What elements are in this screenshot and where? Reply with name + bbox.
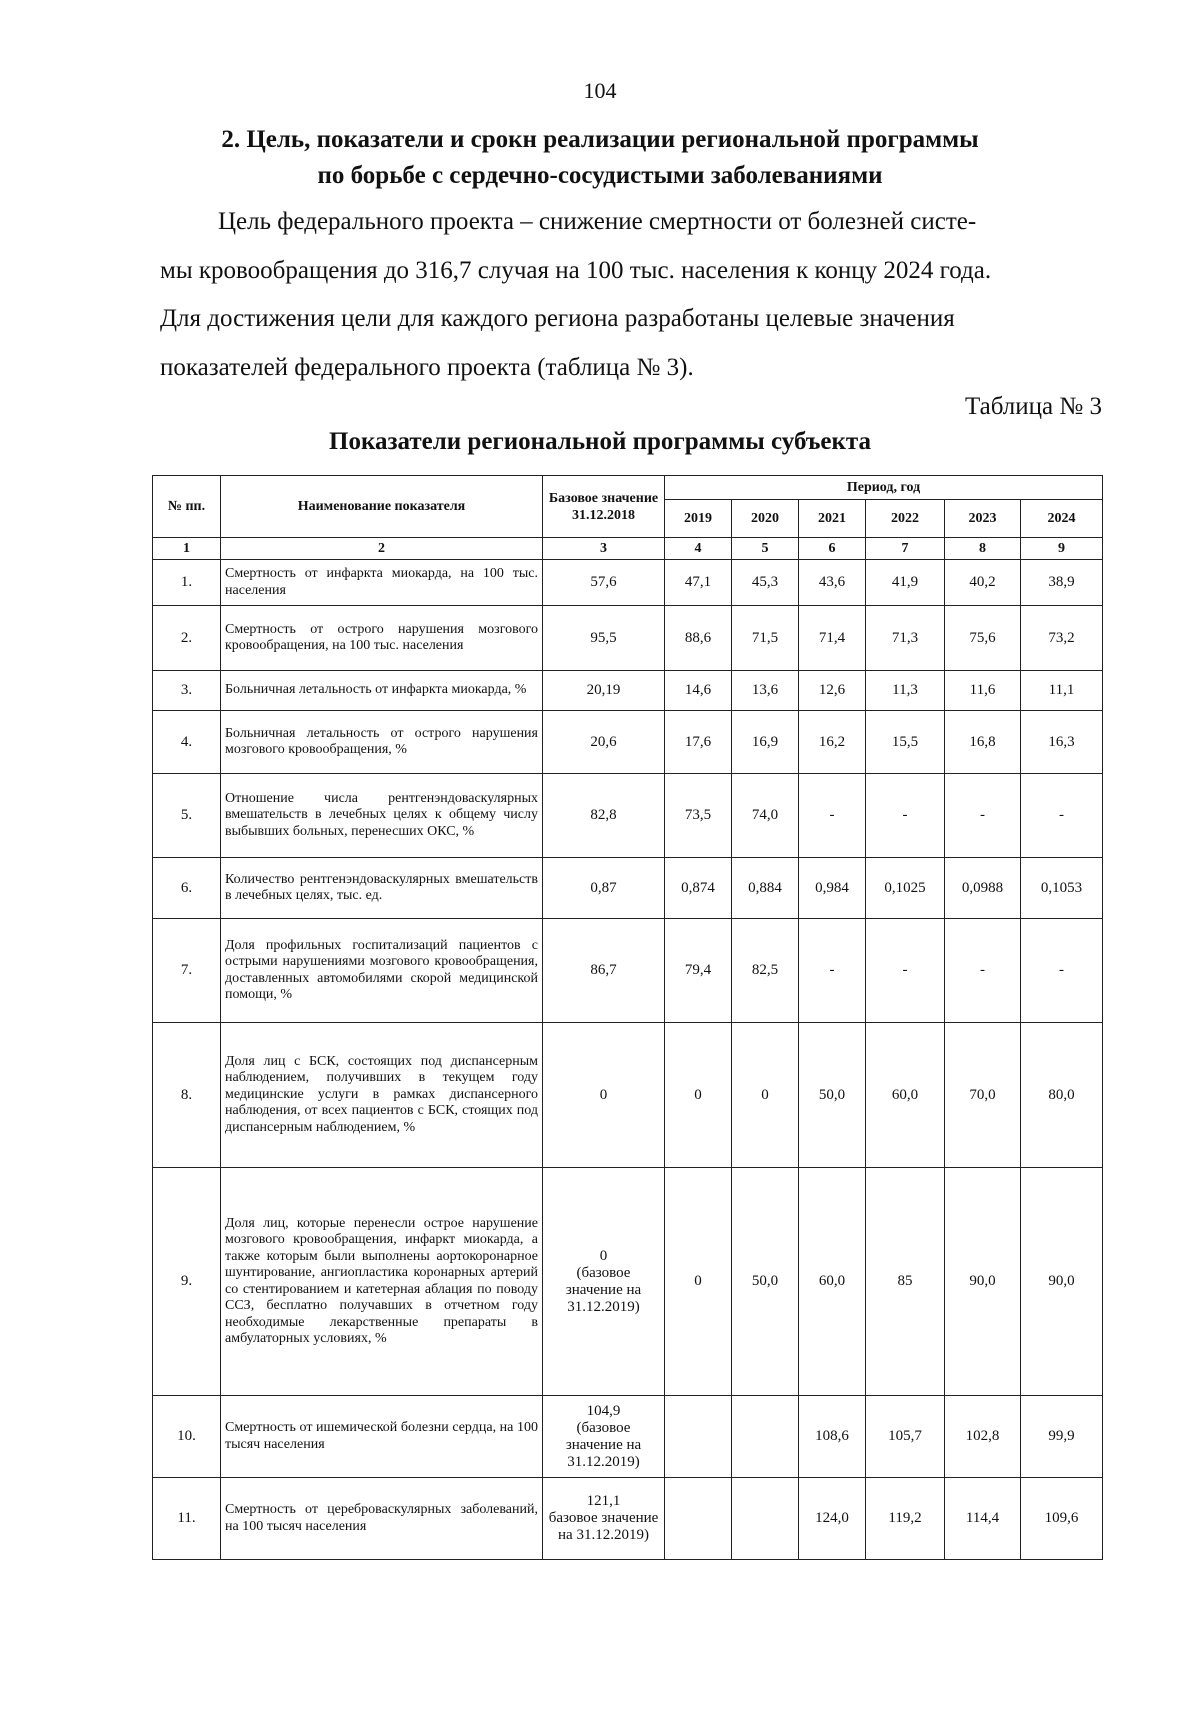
header-period: Период, год	[665, 476, 1103, 500]
indicators-table	[152, 475, 1103, 1560]
year-value-2020: 74,0	[732, 774, 799, 858]
header-year: 2024	[1021, 500, 1103, 538]
year-value-2022: 41,9	[866, 560, 945, 606]
year-value-2019: 88,6	[665, 606, 732, 671]
year-value-2024: 99,9	[1021, 1396, 1103, 1478]
column-index: 8	[945, 538, 1021, 560]
year-value-2024: 109,6	[1021, 1478, 1103, 1560]
header-year: 2020	[732, 500, 799, 538]
year-value-2022: 105,7	[866, 1396, 945, 1478]
indicator-name: Смертность от острого нарушения мозгового кровообращения, на 100 тыс. населения	[221, 606, 543, 671]
indicator-name: Отношение числа рентгенэндоваскулярных вмешательств в лечебных целях к общему числу выбывших больных, перенесших ОКС, %	[221, 774, 543, 858]
table-row	[153, 774, 1103, 858]
header-year: 2019	[665, 500, 732, 538]
year-value-2023: 0,0988	[945, 858, 1021, 919]
year-value-2022: 60,0	[866, 1023, 945, 1168]
year-value-2023: 75,6	[945, 606, 1021, 671]
year-value-2021: 43,6	[799, 560, 866, 606]
year-value-2019: 0	[665, 1023, 732, 1168]
base-value: 20,19	[543, 671, 665, 711]
table-body	[153, 560, 1103, 1560]
row-number: 5.	[153, 774, 221, 858]
year-value-2022: -	[866, 919, 945, 1023]
section-title-line-1: 2. Цель, показатели и срокн реализации региональной программы	[221, 126, 979, 153]
header-year: 2022	[866, 500, 945, 538]
year-value-2024: -	[1021, 919, 1103, 1023]
intro-line-4: показателей федерального проекта (таблица № 3).	[160, 353, 694, 381]
year-value-2023: 16,8	[945, 711, 1021, 774]
table-label: Таблица № 3	[964, 393, 1102, 420]
column-index: 4	[665, 538, 732, 560]
column-index: 6	[799, 538, 866, 560]
year-value-2024: 38,9	[1021, 560, 1103, 606]
base-value: 95,5	[543, 606, 665, 671]
base-value: 82,8	[543, 774, 665, 858]
indicator-name: Доля лиц с БСК, состоящих под диспансерным наблюдением, получивших в текущем году медицинские услуги в рамках диспансерного наблюдения, от всех пациентов с БСК, стоящих под диспансерным наблюдением, %	[221, 1023, 543, 1168]
column-index-row	[153, 538, 1103, 560]
year-value-2019: 17,6	[665, 711, 732, 774]
base-value: 0,87	[543, 858, 665, 919]
year-value-2023: 40,2	[945, 560, 1021, 606]
year-value-2024: 11,1	[1021, 671, 1103, 711]
row-number: 4.	[153, 711, 221, 774]
year-value-2020: 45,3	[732, 560, 799, 606]
year-value-2019: 0,874	[665, 858, 732, 919]
year-value-2020	[732, 1396, 799, 1478]
base-value: 104,9 (базовое значение на 31.12.2019)	[543, 1396, 665, 1478]
year-value-2020: 82,5	[732, 919, 799, 1023]
column-index: 9	[1021, 538, 1103, 560]
year-value-2022: 85	[866, 1168, 945, 1396]
table-title: Показатели региональной программы субъекта	[329, 428, 871, 455]
year-value-2023: 70,0	[945, 1023, 1021, 1168]
year-value-2021: 16,2	[799, 711, 866, 774]
table-row	[153, 919, 1103, 1023]
indicator-name: Больничная летальность от острого нарушения мозгового кровообращения, %	[221, 711, 543, 774]
year-value-2020: 0,884	[732, 858, 799, 919]
year-value-2019: 73,5	[665, 774, 732, 858]
indicator-name: Доля лиц, которые перенесли острое нарушение мозгового кровообращения, инфаркт миокарда, а также которым были выполнены аортокоронарное шунтирование, ангиопластика коронарных артерий со стентированием и катетерная аблация по поводу ССЗ, бесплатно получавших в отчетном году необходимые лекарственные препараты в амбулаторных условиях, %	[221, 1168, 543, 1396]
header-name: Наименование показателя	[221, 476, 543, 538]
intro-line-2: мы кровообращения до 316,7 случая на 100 тыс. населения к концу 2024 года.	[160, 256, 992, 284]
table-row	[153, 606, 1103, 671]
table-row	[153, 711, 1103, 774]
year-value-2024: 16,3	[1021, 711, 1103, 774]
year-value-2024: 80,0	[1021, 1023, 1103, 1168]
year-value-2020: 16,9	[732, 711, 799, 774]
year-value-2021: 124,0	[799, 1478, 866, 1560]
year-value-2023: -	[945, 774, 1021, 858]
table-row	[153, 1478, 1103, 1560]
row-number: 1.	[153, 560, 221, 606]
table-row	[153, 858, 1103, 919]
year-value-2022: 15,5	[866, 711, 945, 774]
year-value-2022: 11,3	[866, 671, 945, 711]
indicator-name: Доля профильных госпитализаций пациентов с острыми нарушениями мозгового кровообращения, доставленных автомобилями скорой медицинской помощи, %	[221, 919, 543, 1023]
table-row	[153, 1023, 1103, 1168]
row-number: 11.	[153, 1478, 221, 1560]
year-value-2023: -	[945, 919, 1021, 1023]
header-year: 2023	[945, 500, 1021, 538]
column-index: 1	[153, 538, 221, 560]
intro-paragraph	[160, 198, 1102, 392]
year-value-2022: 0,1025	[866, 858, 945, 919]
year-value-2022: 71,3	[866, 606, 945, 671]
year-value-2020	[732, 1478, 799, 1560]
table-row	[153, 560, 1103, 606]
year-value-2023: 11,6	[945, 671, 1021, 711]
year-value-2024: 90,0	[1021, 1168, 1103, 1396]
year-value-2021: 108,6	[799, 1396, 866, 1478]
base-value: 20,6	[543, 711, 665, 774]
year-value-2019: 79,4	[665, 919, 732, 1023]
row-number: 6.	[153, 858, 221, 919]
header-year: 2021	[799, 500, 866, 538]
year-value-2019	[665, 1396, 732, 1478]
base-value: 57,6	[543, 560, 665, 606]
intro-line-3: Для достижения цели для каждого региона разработаны целевые значения	[160, 305, 955, 332]
year-value-2022: 119,2	[866, 1478, 945, 1560]
year-value-2021: 50,0	[799, 1023, 866, 1168]
table-row	[153, 1396, 1103, 1478]
year-value-2020: 71,5	[732, 606, 799, 671]
row-number: 2.	[153, 606, 221, 671]
year-value-2021: 0,984	[799, 858, 866, 919]
column-index: 2	[221, 538, 543, 560]
indicator-name: Количество рентгенэндоваскулярных вмешательств в лечебных целях, тыс. ед.	[221, 858, 543, 919]
year-value-2021: -	[799, 919, 866, 1023]
base-value: 0	[543, 1023, 665, 1168]
row-number: 8.	[153, 1023, 221, 1168]
table-row	[153, 1168, 1103, 1396]
year-value-2023: 90,0	[945, 1168, 1021, 1396]
intro-line-1: Цель федерального проекта – снижение смертности от болезней систе-	[218, 208, 977, 235]
year-value-2022: -	[866, 774, 945, 858]
year-value-2019	[665, 1478, 732, 1560]
year-value-2023: 102,8	[945, 1396, 1021, 1478]
year-value-2020: 0	[732, 1023, 799, 1168]
column-index: 3	[543, 538, 665, 560]
year-value-2019: 14,6	[665, 671, 732, 711]
header-no: № пп.	[153, 476, 221, 538]
indicator-name: Смертность от ишемической болезни сердца, на 100 тысяч населения	[221, 1396, 543, 1478]
page-number: 104	[583, 78, 617, 103]
year-value-2021: -	[799, 774, 866, 858]
year-value-2020: 50,0	[732, 1168, 799, 1396]
table-row	[153, 671, 1103, 711]
year-value-2020: 13,6	[732, 671, 799, 711]
base-value: 86,7	[543, 919, 665, 1023]
section-title	[0, 122, 1200, 194]
year-value-2024: 73,2	[1021, 606, 1103, 671]
indicator-name: Смертность от цереброваскулярных заболеваний, на 100 тысяч населения	[221, 1478, 543, 1560]
header-base: Базовое значение 31.12.2018	[543, 476, 665, 538]
indicator-name: Смертность от инфаркта миокарда, на 100 тыс. населения	[221, 560, 543, 606]
row-number: 7.	[153, 919, 221, 1023]
year-value-2019: 47,1	[665, 560, 732, 606]
year-value-2021: 71,4	[799, 606, 866, 671]
base-value: 121,1 базовое значение на 31.12.2019)	[543, 1478, 665, 1560]
year-value-2024: 0,1053	[1021, 858, 1103, 919]
year-value-2023: 114,4	[945, 1478, 1021, 1560]
year-value-2024: -	[1021, 774, 1103, 858]
section-title-line-2: по борьбе с сердечно-сосудистыми заболеваниями	[317, 162, 883, 189]
column-index: 7	[866, 538, 945, 560]
row-number: 9.	[153, 1168, 221, 1396]
year-value-2019: 0	[665, 1168, 732, 1396]
indicator-name: Больничная летальность от инфаркта миокарда, %	[221, 671, 543, 711]
base-value: 0 (базовое значение на 31.12.2019)	[543, 1168, 665, 1396]
year-value-2021: 12,6	[799, 671, 866, 711]
row-number: 10.	[153, 1396, 221, 1478]
year-value-2021: 60,0	[799, 1168, 866, 1396]
row-number: 3.	[153, 671, 221, 711]
column-index: 5	[732, 538, 799, 560]
